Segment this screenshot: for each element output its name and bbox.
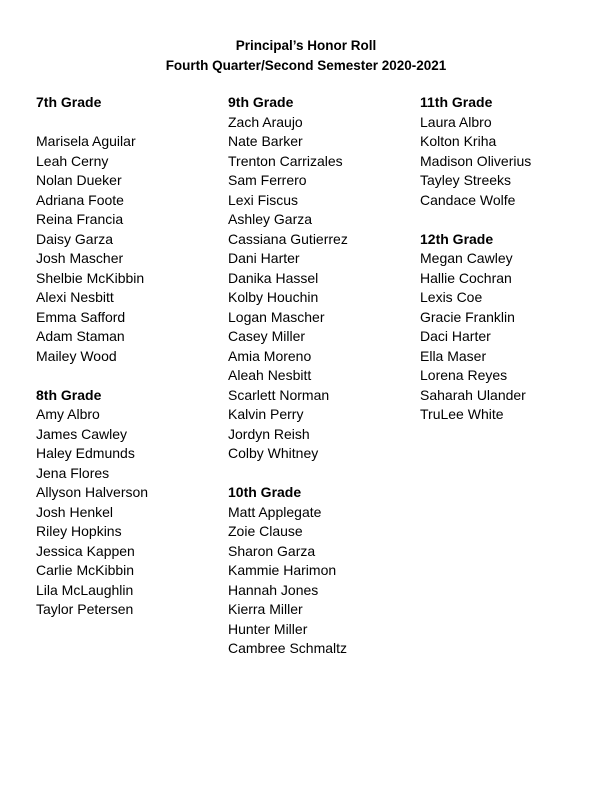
- student-name: Adriana Foote: [36, 191, 124, 208]
- student-name: Josh Mascher: [36, 250, 124, 266]
- student-name: Saharah Ulander: [420, 386, 526, 403]
- student-name: Marisela Aguilar: [36, 133, 136, 149]
- student-name: Zoie Clause: [228, 523, 303, 539]
- student-name: Mailey Wood: [36, 347, 117, 364]
- student-name: Lila McLaughlin: [36, 581, 134, 598]
- student-name: Nate Barker: [228, 133, 303, 149]
- student-name: Josh Henkel: [36, 503, 114, 520]
- student-name: TruLee White: [420, 406, 504, 422]
- student-name: Daisy Garza: [36, 230, 114, 247]
- student-name: Candace Wolfe: [420, 191, 516, 208]
- student-name: Amy Albro: [36, 406, 100, 422]
- student-name: Carlie McKibbin: [36, 562, 135, 578]
- student-name: Jordyn Reish: [228, 425, 310, 442]
- student-name: Jessica Kappen: [36, 542, 135, 559]
- grade-section: [228, 483, 348, 659]
- student-name: Hannah Jones: [228, 581, 319, 598]
- student-name: James Cawley: [36, 425, 128, 442]
- student-name: Matt Applegate: [228, 503, 322, 520]
- student-name: Cassiana Gutierrez: [228, 230, 348, 247]
- student-name: Kolby Houchin: [228, 289, 319, 305]
- column-middle: [228, 93, 348, 659]
- student-name: Aleah Nesbitt: [228, 367, 312, 383]
- grade-heading: 12th Grade: [420, 230, 494, 247]
- student-name: Megan Cawley: [420, 250, 513, 266]
- student-name: Taylor Petersen: [36, 601, 134, 617]
- student-name: Laura Albro: [420, 113, 492, 130]
- grade-section: [36, 93, 148, 366]
- student-name: Allyson Halverson: [36, 484, 149, 500]
- student-name: Ella Maser: [420, 347, 487, 364]
- grade-heading: 10th Grade: [228, 484, 302, 500]
- document-title: Principal’s Honor Roll: [235, 38, 377, 53]
- student-name: Riley Hopkins: [36, 523, 122, 539]
- student-name: Kolton Kriha: [420, 133, 497, 149]
- grade-section: [420, 93, 531, 210]
- section-spacer: [228, 464, 348, 484]
- student-name: Casey Miller: [228, 328, 306, 344]
- student-name: Lexi Fiscus: [228, 191, 299, 208]
- student-name: Hunter Miller: [228, 620, 308, 637]
- student-name: Kammie Harimon: [228, 562, 337, 578]
- document-header: [0, 36, 612, 75]
- column-right: [420, 93, 531, 425]
- student-name: Amia Moreno: [228, 347, 312, 364]
- section-spacer: [420, 210, 531, 230]
- student-name: Dani Harter: [228, 250, 300, 266]
- student-name: Adam Staman: [36, 328, 125, 344]
- student-name: Leah Cerny: [36, 152, 109, 169]
- student-name: Shelbie McKibbin: [36, 269, 145, 286]
- student-name: Hallie Cochran: [420, 269, 512, 286]
- student-name: Trenton Carrizales: [228, 152, 343, 169]
- student-name: Danika Hassel: [228, 269, 319, 286]
- grade-heading: 11th Grade: [420, 94, 493, 110]
- student-name: Alexi Nesbitt: [36, 289, 114, 305]
- student-name: Colby Whitney: [228, 445, 319, 461]
- student-name: Lexis Coe: [420, 289, 483, 305]
- student-name: Daci Harter: [420, 328, 491, 344]
- student-name: Haley Edmunds: [36, 445, 135, 461]
- student-name: Logan Mascher: [228, 308, 325, 325]
- grade-heading: 8th Grade: [36, 386, 102, 403]
- column-left: [36, 93, 148, 620]
- grade-section: [36, 386, 148, 620]
- document-subtitle: Fourth Quarter/Second Semester 2020-2021: [165, 57, 447, 73]
- grade-heading: 9th Grade: [228, 94, 294, 110]
- student-name: Reina Francia: [36, 211, 124, 227]
- student-name: Lorena Reyes: [420, 367, 508, 383]
- grade-section: [228, 93, 348, 464]
- student-name: Kierra Miller: [228, 601, 303, 617]
- student-name: Scarlett Norman: [228, 386, 330, 403]
- student-name: Cambree Schmaltz: [228, 640, 348, 656]
- grade-section: [420, 230, 531, 425]
- student-name: Madison Oliverius: [420, 152, 532, 169]
- student-name: Kalvin Perry: [228, 406, 304, 422]
- grade-heading: 7th Grade: [36, 94, 102, 110]
- student-name: Tayley Streeks: [420, 172, 512, 188]
- student-name: Emma Safford: [36, 308, 126, 325]
- heading-spacer: [36, 113, 148, 133]
- student-name: Jena Flores: [36, 464, 110, 481]
- student-name: Ashley Garza: [228, 211, 313, 227]
- section-spacer: [36, 366, 148, 386]
- student-name: Zach Araujo: [228, 113, 303, 130]
- student-name: Gracie Franklin: [420, 308, 515, 325]
- student-name: Nolan Dueker: [36, 172, 122, 188]
- student-name: Sharon Garza: [228, 542, 316, 559]
- student-name: Sam Ferrero: [228, 172, 307, 188]
